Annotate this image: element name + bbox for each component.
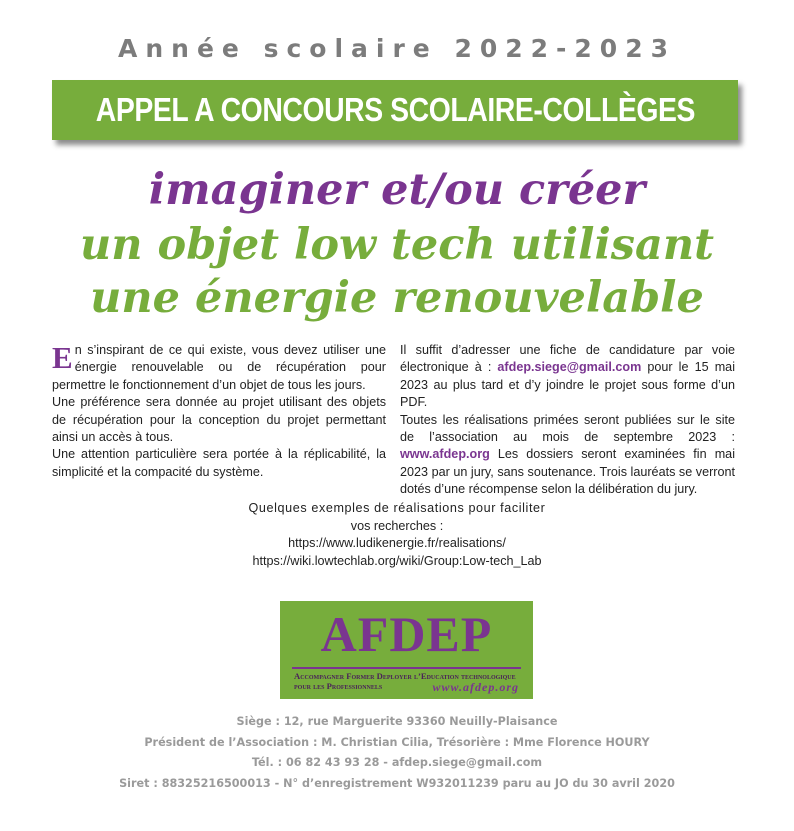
- right-text-2: pour le 15 mai 2023 au plus tard et d’y joindre le projet sous forme d’un PDF.: [400, 360, 735, 410]
- logo-divider: [292, 667, 521, 669]
- tagline-line-3: une énergie renouvelable: [90, 273, 704, 323]
- website-link[interactable]: www.afdep.org: [400, 447, 490, 462]
- banner-title: APPEL A CONCOURS SCOLAIRE-COLLÈGES: [95, 91, 695, 128]
- footer-contact: [0, 712, 794, 794]
- examples-intro-line-1: Quelques exemples de réalisations pour faciliter: [248, 501, 546, 515]
- footer-officers: Président de l’Association : M. Christian Cilia, Trésorière : Mme Florence HOURY: [144, 735, 650, 749]
- example-link-lowtechlab[interactable]: https://wiki.lowtechlab.org/wiki/Group:Low-tech_Lab: [252, 553, 542, 568]
- footer-registration: Siret : 88325216500013 - N° d’enregistrement W932011239 paru au JO du 30 avril 2020: [119, 776, 675, 790]
- left-paragraph-2: Une préférence sera donnée au projet utilisant des objets de récupération pour la conception du projet permettant ainsi un accès à tous.: [52, 395, 386, 445]
- body-left-column: [52, 342, 386, 481]
- logo-url: www.afdep.org: [432, 680, 519, 694]
- left-paragraph-3: Une attention particulière sera portée à la réplicabilité, la simplicité et la compacité du système.: [52, 447, 386, 479]
- body-right-column: [400, 342, 735, 499]
- left-paragraph-1: n s’inspirant de ce qui existe, vous devez utiliser une énergie renouvelable ou de récupération pour permettre le fonctionnement d’un objet de tous les jours.: [52, 343, 386, 392]
- footer-address: Siège : 12, rue Marguerite 93360 Neuilly-Plaisance: [236, 715, 558, 728]
- examples-intro-line-2: vos recherches :: [350, 518, 444, 533]
- right-text-1: Il suffit d’adresser une fiche de candidature par voie électronique à :: [400, 343, 735, 375]
- footer-phone-email: Tél. : 06 82 43 93 28 - afdep.siege@gmail.com: [251, 756, 543, 769]
- examples-section: [0, 500, 794, 570]
- example-link-ludikenergie[interactable]: https://www.ludikenergie.fr/realisations/: [288, 536, 506, 550]
- right-text-4: Les dossiers seront examinées fin mai 2023 par un jury, sans soutenance. Trois lauréats se verront dotés d’une récompense selon la délibération du jury.: [400, 447, 735, 497]
- logo-tagline-line-2: pour les Professionnels: [294, 681, 383, 691]
- drop-cap: E: [52, 340, 73, 375]
- logo-wordmark: AFDEP: [320, 606, 493, 662]
- tagline-line-2: un objet low tech utilisant: [80, 220, 714, 270]
- title-banner: [52, 80, 738, 140]
- school-year-heading: Année scolaire 2022-2023: [118, 34, 676, 63]
- afdep-logo: [280, 601, 533, 699]
- contact-email-link[interactable]: afdep.siege@gmail.com: [497, 360, 642, 375]
- logo-tagline-line-1: Accompagner Former Deployer l’Education technologique: [294, 671, 516, 681]
- tagline-line-1: imaginer et/ou créer: [148, 165, 646, 215]
- right-text-3: Toutes les réalisations primées seront publiées sur le site de l’association au mois de septembre 2023 :: [400, 412, 735, 445]
